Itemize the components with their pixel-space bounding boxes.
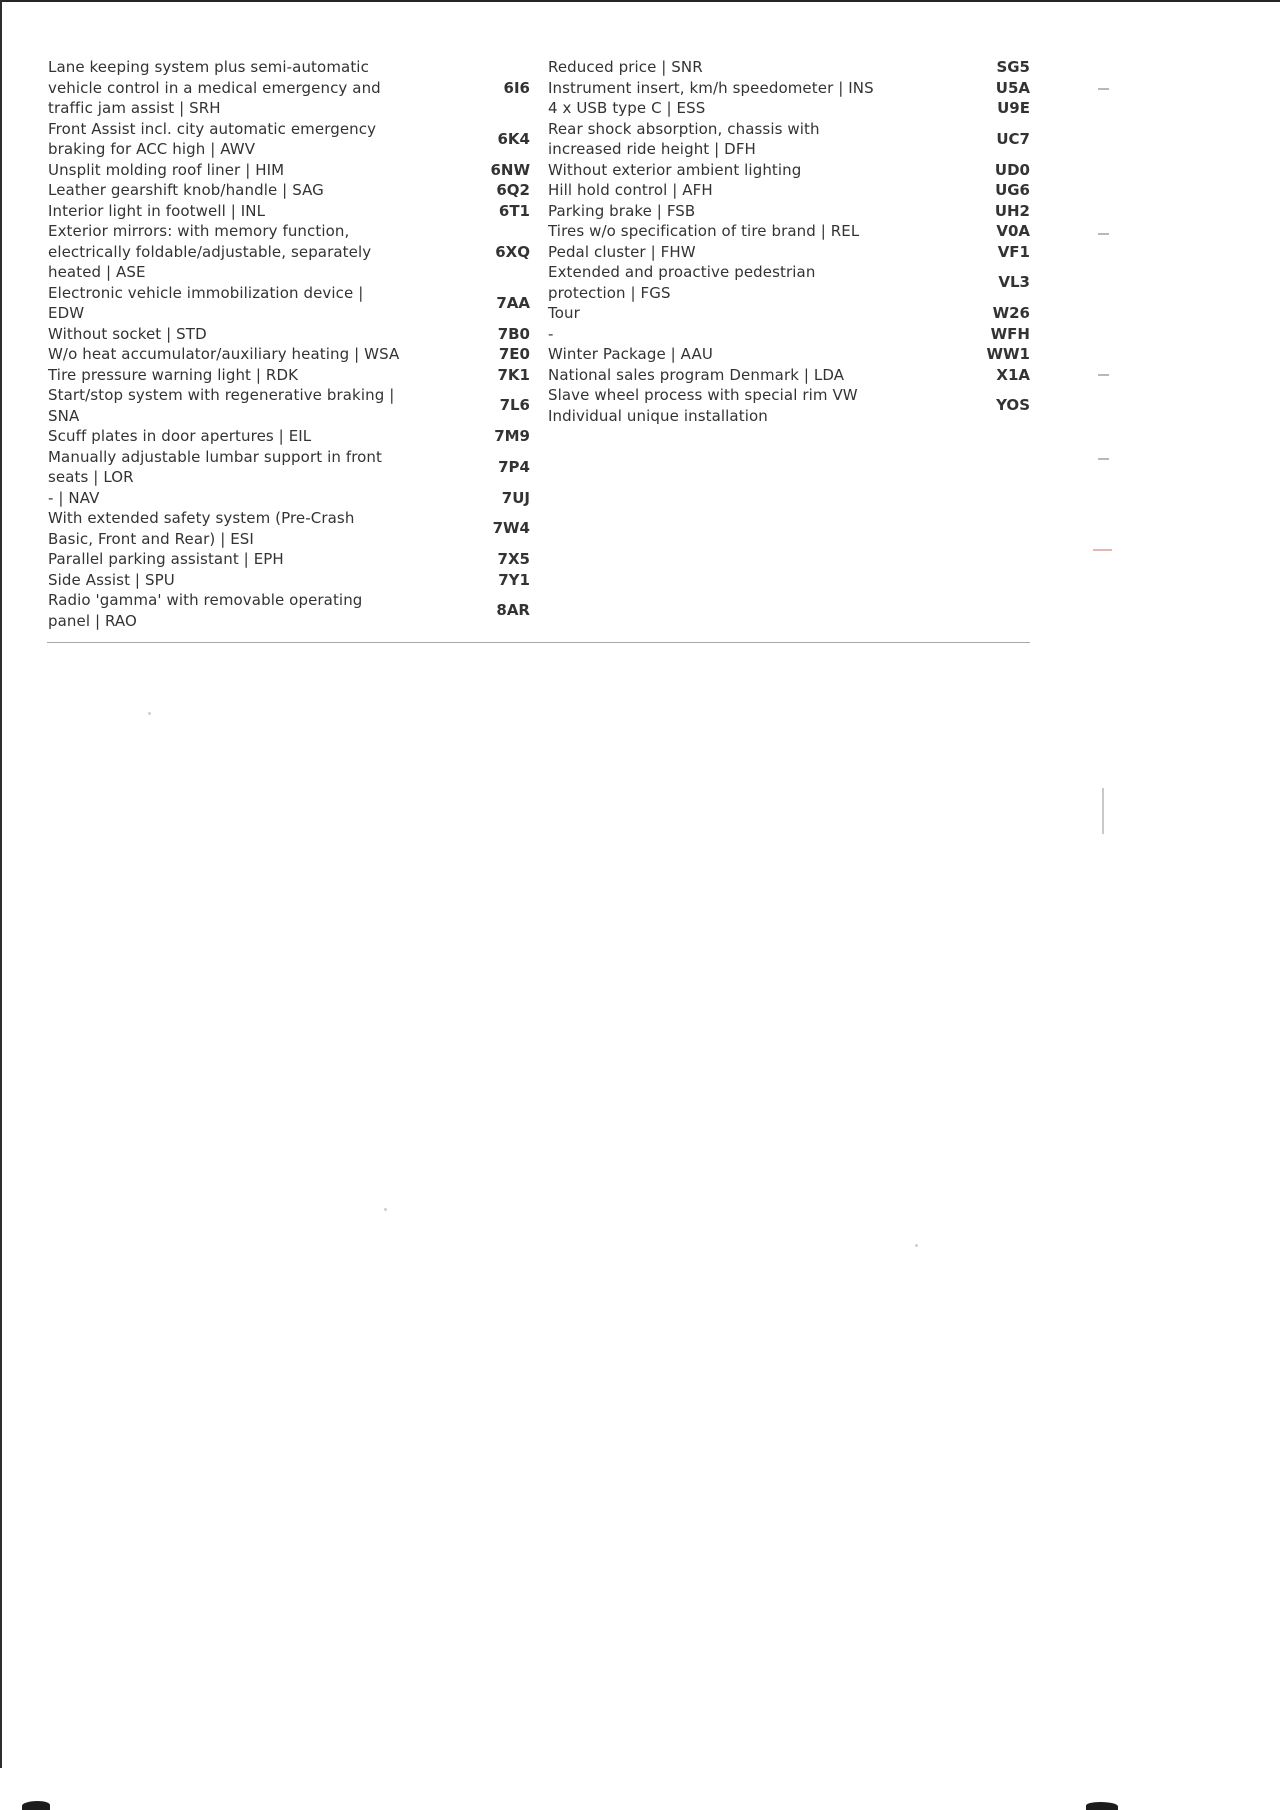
- options-column-right: [548, 57, 1030, 426]
- scan-artifact: [148, 712, 151, 715]
- option-row: [48, 447, 530, 488]
- option-row: [48, 324, 530, 345]
- scan-artifact: [1098, 88, 1109, 90]
- option-row: [548, 303, 1030, 324]
- scan-smudge-bottom-right: [1086, 1802, 1118, 1810]
- option-code: 6NW: [490, 160, 530, 179]
- option-row: [548, 98, 1030, 119]
- option-code: 7B0: [497, 324, 530, 343]
- option-row: [548, 365, 1030, 386]
- option-description: 4 x USB type C | ESS: [548, 99, 706, 117]
- option-description: - | NAV: [48, 488, 100, 507]
- option-row: [548, 57, 1030, 78]
- option-row: [48, 344, 530, 365]
- option-code: UH2: [994, 201, 1030, 220]
- option-description: National sales program Denmark | LDA: [548, 365, 845, 384]
- option-description: Front Assist incl. city automatic emergency braking for ACC high | AWV: [48, 119, 377, 158]
- option-description: Tires w/o specification of tire brand | REL: [548, 222, 860, 240]
- option-row: [548, 119, 1030, 160]
- option-row: [48, 57, 530, 119]
- option-description: Hill hold control | AFH: [548, 181, 713, 199]
- option-description: Leather gearshift knob/handle | SAG: [48, 181, 324, 199]
- option-row: [48, 488, 530, 509]
- scan-edge-top: [0, 0, 1280, 2]
- option-description: -: [548, 324, 554, 343]
- scan-artifact: [1098, 458, 1109, 460]
- option-description: Radio 'gamma' with removable operating panel | RAO: [48, 591, 363, 630]
- option-row: [48, 180, 530, 201]
- option-description: Tire pressure warning light | RDK: [48, 365, 299, 384]
- option-row: [48, 590, 530, 631]
- option-row: [48, 385, 530, 426]
- option-code: 7W4: [492, 519, 530, 538]
- option-description: With extended safety system (Pre-Crash Basic, Front and Rear) | ESI: [48, 509, 355, 548]
- option-description: Pedal cluster | FHW: [548, 242, 696, 261]
- option-code: 6XQ: [495, 242, 530, 261]
- option-code: 6I6: [503, 78, 530, 97]
- scan-smudge-bottom-left: [22, 1801, 50, 1810]
- option-code: 7X5: [497, 550, 530, 568]
- option-description: Side Assist | SPU: [48, 570, 175, 589]
- scan-artifact: [1098, 374, 1109, 376]
- scan-artifact: [915, 1244, 918, 1247]
- option-description: Start/stop system with regenerative braking | SNA: [48, 386, 395, 425]
- option-description: Instrument insert, km/h speedometer | INS: [548, 78, 874, 97]
- option-description: Parallel parking assistant | EPH: [48, 550, 284, 568]
- option-row: [548, 221, 1030, 242]
- scan-edge-left: [0, 0, 2, 1768]
- option-description: Without exterior ambient lighting: [548, 160, 802, 179]
- option-code: WFH: [990, 324, 1030, 343]
- option-code: V0A: [996, 222, 1030, 240]
- scan-artifact: [1102, 788, 1104, 834]
- option-code: VL3: [998, 273, 1030, 292]
- option-row: [48, 549, 530, 570]
- scan-artifact: [384, 1208, 387, 1211]
- option-code: 7Y1: [498, 570, 530, 589]
- option-row: [548, 242, 1030, 263]
- option-description: Tour: [548, 304, 580, 322]
- option-code: VF1: [997, 242, 1030, 261]
- option-row: [48, 365, 530, 386]
- option-row: [548, 160, 1030, 181]
- option-code: 6K4: [497, 129, 530, 148]
- option-description: Rear shock absorption, chassis with increased ride height | DFH: [548, 119, 820, 158]
- option-row: [48, 221, 530, 283]
- option-code: X1A: [996, 365, 1030, 384]
- option-description: Slave wheel process with special rim VW Individual unique installation: [548, 386, 858, 425]
- options-column-left: [48, 57, 530, 631]
- option-row: [48, 570, 530, 591]
- option-row: [48, 283, 530, 324]
- option-code: 7AA: [496, 293, 530, 312]
- option-description: Electronic vehicle immobilization device | EDW: [48, 283, 364, 322]
- option-code: 7UJ: [501, 488, 530, 507]
- option-code: U9E: [997, 99, 1030, 117]
- option-description: Without socket | STD: [48, 324, 207, 343]
- option-row: [548, 180, 1030, 201]
- option-row: [548, 78, 1030, 99]
- option-code: WW1: [986, 345, 1030, 363]
- option-code: YOS: [996, 396, 1030, 415]
- option-description: W/o heat accumulator/auxiliary heating | WSA: [48, 345, 400, 363]
- scan-artifact: [1098, 233, 1109, 235]
- option-description: Lane keeping system plus semi-automatic vehicle control in a medical emergency and traffic jam assist | SRH: [48, 58, 381, 117]
- option-description: Reduced price | SNR: [548, 58, 703, 76]
- option-description: Unsplit molding roof liner | HIM: [48, 160, 285, 179]
- option-description: Winter Package | AAU: [548, 345, 713, 363]
- option-code: UC7: [996, 129, 1030, 148]
- option-code: U5A: [995, 78, 1030, 97]
- option-row: [48, 508, 530, 549]
- option-code: 8AR: [496, 601, 530, 620]
- option-row: [48, 426, 530, 447]
- option-description: Manually adjustable lumbar support in front seats | LOR: [48, 447, 382, 486]
- option-code: 7K1: [497, 365, 530, 384]
- option-code: UG6: [995, 181, 1030, 199]
- option-row: [548, 344, 1030, 365]
- option-row: [48, 119, 530, 160]
- option-description: Scuff plates in door apertures | EIL: [48, 427, 312, 445]
- option-row: [548, 324, 1030, 345]
- option-description: Extended and proactive pedestrian protection | FGS: [548, 263, 816, 302]
- option-code: 7E0: [498, 345, 530, 363]
- option-code: 7M9: [494, 427, 530, 445]
- option-list: [0, 0, 1280, 631]
- option-row: [548, 262, 1030, 303]
- option-row: [48, 201, 530, 222]
- option-code: 6Q2: [496, 181, 530, 199]
- option-code: 7L6: [499, 396, 530, 415]
- option-row: [548, 201, 1030, 222]
- option-code: UD0: [994, 160, 1030, 179]
- option-description: Interior light in footwell | INL: [48, 201, 266, 220]
- option-description: Exterior mirrors: with memory function, electrically foldable/adjustable, separately heated | ASE: [48, 222, 372, 281]
- option-code: 6T1: [498, 201, 530, 220]
- section-separator: [47, 642, 1030, 643]
- option-code: SG5: [996, 58, 1030, 76]
- option-code: 7P4: [498, 457, 530, 476]
- option-code: W26: [992, 304, 1030, 322]
- option-row: [48, 160, 530, 181]
- option-description: Parking brake | FSB: [548, 201, 696, 220]
- option-row: [548, 385, 1030, 426]
- scan-artifact: [1093, 549, 1112, 551]
